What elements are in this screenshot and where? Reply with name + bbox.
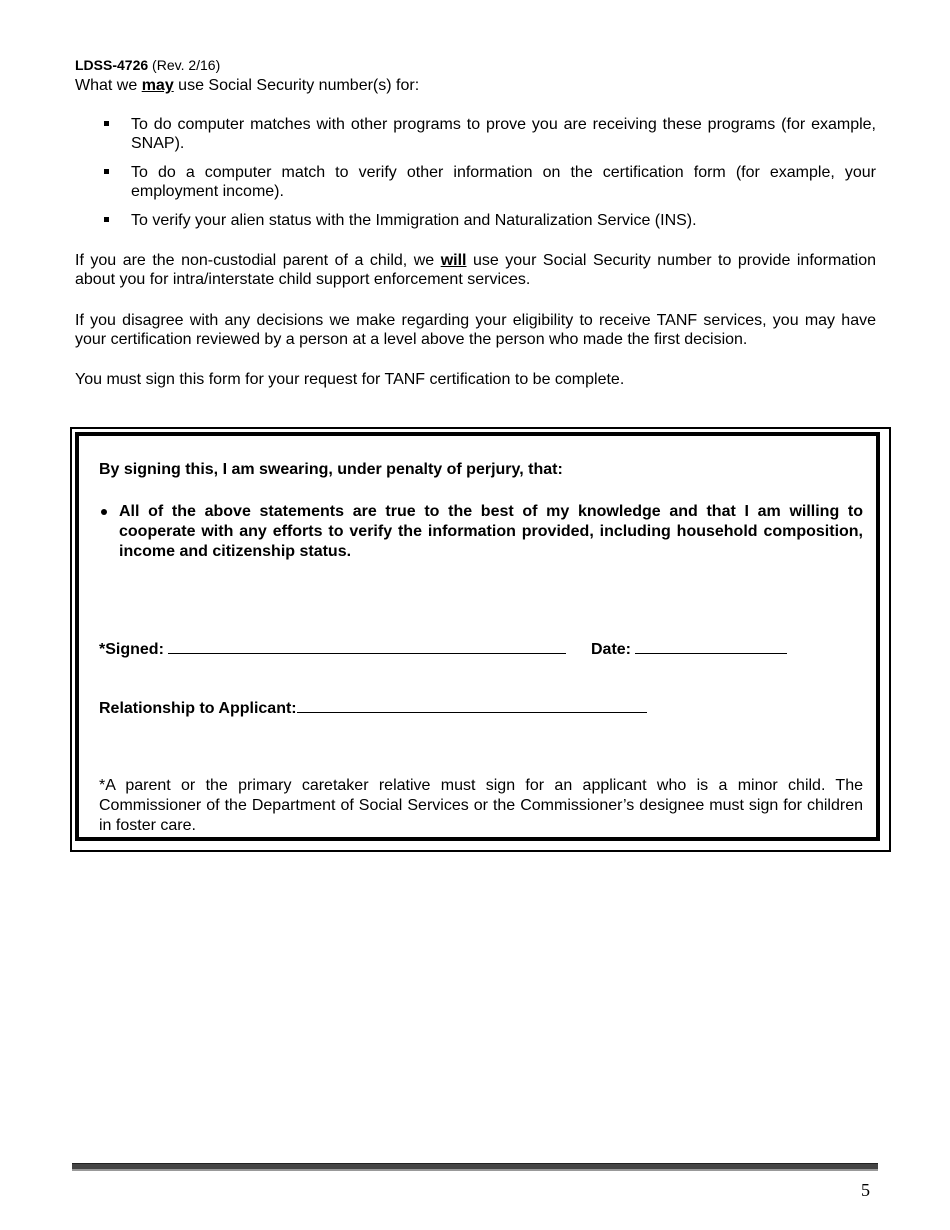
- noncustodial-after: use your Social Security number to provide information about you for intra/interstate child support enforcement services.: [75, 252, 877, 288]
- page-number: 5: [861, 1180, 870, 1200]
- list-item: [75, 211, 876, 230]
- list-item-text: To do a computer match to verify other information on the certification form (for example, your employment income).: [131, 164, 876, 200]
- signed-label: *Signed:: [99, 641, 169, 658]
- intro-emphasis: may: [141, 77, 174, 94]
- round-bullet-icon: [101, 509, 107, 515]
- attestation-box: [70, 427, 891, 852]
- noncustodial-emphasis: will: [440, 252, 467, 269]
- ssn-uses-list: [75, 115, 876, 240]
- relationship-field[interactable]: [297, 698, 647, 713]
- attestation-box-inner: [75, 432, 880, 841]
- relationship-row: [99, 698, 647, 718]
- square-bullet-icon: [104, 121, 109, 126]
- disagree-paragraph: If you disagree with any decisions we make regarding your eligibility to receive TANF services, you may have your certification reviewed by a person at a level above the person who made the first decision.: [75, 312, 876, 348]
- list-item: [75, 115, 876, 153]
- square-bullet-icon: [104, 217, 109, 222]
- square-bullet-icon: [104, 169, 109, 174]
- date-row: [591, 639, 787, 659]
- ssn-uses-intro: [75, 76, 875, 95]
- date-field[interactable]: [635, 639, 787, 654]
- must-sign-paragraph: You must sign this form for your request for TANF certification to be complete.: [75, 371, 625, 388]
- relationship-label: Relationship to Applicant:: [99, 700, 297, 717]
- footer-divider: [72, 1163, 878, 1169]
- signature-row: [99, 639, 566, 659]
- form-code: LDSS-4726: [75, 57, 149, 73]
- signature-field[interactable]: [168, 639, 566, 654]
- intro-before: What we: [75, 77, 142, 94]
- attestation-heading: By signing this, I am swearing, under penalty of perjury, that:: [99, 461, 563, 478]
- form-revision: (Rev. 2/16): [152, 57, 221, 73]
- attestation-statement: [119, 502, 863, 562]
- list-item-text: To verify your alien status with the Immigration and Naturalization Service (INS).: [131, 212, 697, 229]
- intro-after: use Social Security number(s) for:: [173, 77, 420, 94]
- list-item-text: To do computer matches with other programs to prove you are receiving these programs (for example, SNAP).: [131, 116, 876, 152]
- attestation-statement-text: All of the above statements are true to the best of my knowledge and that I am willing to cooperate with any efforts to verify the information provided, including household composition, income and citizenship status.: [119, 503, 863, 560]
- form-identifier: [75, 57, 220, 74]
- noncustodial-before: If you are the non-custodial parent of a child, we: [75, 252, 441, 269]
- list-item: [75, 163, 876, 201]
- noncustodial-paragraph: [75, 251, 876, 289]
- date-label: Date:: [591, 641, 636, 658]
- signature-footnote: *A parent or the primary caretaker relative must sign for an applicant who is a minor child. The Commissioner of the Department of Social Services or the Commissioner’s designee must sign for children in foster care.: [99, 777, 863, 834]
